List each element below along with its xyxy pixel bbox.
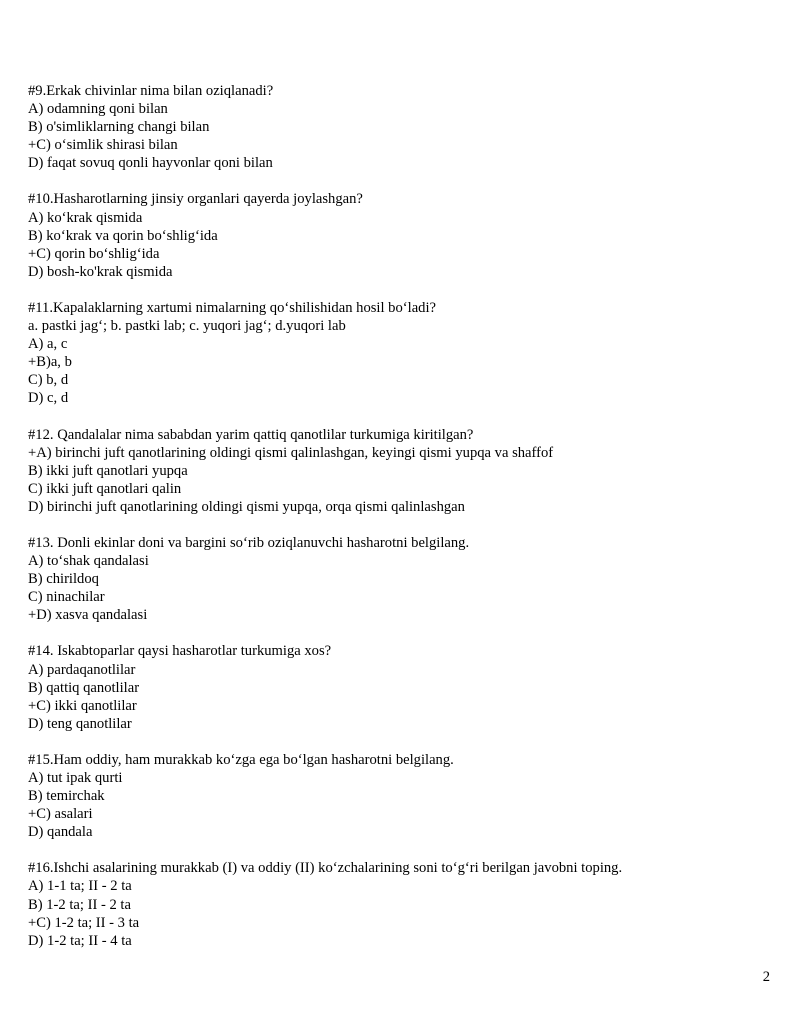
question-line: C) b, d [28, 372, 69, 389]
question-line: A) to‘shak qandalasi [28, 553, 149, 570]
question-line: D) birinchi juft qanotlarining oldingi qismi yupqa, orqa qismi qalinlashgan [28, 498, 465, 515]
question-line: D) c, d [28, 390, 69, 407]
question-line: B) 1-2 ta; II - 2 ta [28, 896, 131, 913]
question-line: D) faqat sovuq qonli hayvonlar qoni bilan [28, 155, 273, 172]
question-line: B) ko‘krak va qorin bo‘shlig‘ida [28, 227, 218, 244]
question-line: B) o'simliklarning changi bilan [28, 119, 210, 136]
question-text: #11.Kapalaklarning xartumi nimalarning qo‘shilishidan hosil bo‘ladi? [28, 299, 436, 316]
document-body [28, 82, 778, 968]
question-line: A) 1-1 ta; II - 2 ta [28, 878, 132, 895]
question-line: +D) xasva qandalasi [28, 607, 148, 624]
question-line: C) ikki juft qanotlari qalin [28, 480, 182, 497]
question-line: B) qattiq qanotlilar [28, 679, 140, 696]
question-line: +A) birinchi juft qanotlarining oldingi qismi qalinlashgan, keyingi qismi yupqa va shaffof [28, 444, 554, 461]
question-line: +C) asalari [28, 806, 93, 823]
question-text: #14. Iskabtoparlar qaysi hasharotlar turkumiga xos? [28, 643, 332, 660]
question-line: C) ninachilar [28, 589, 105, 606]
question-line: D) qandala [28, 824, 93, 841]
question-line: D) teng qanotlilar [28, 715, 132, 732]
question-line: +C) qorin bo‘shlig‘ida [28, 245, 160, 262]
question-line: +B)a, b [28, 354, 72, 371]
question-text: #10.Hasharotlarning jinsiy organlari qayerda joylashgan? [28, 191, 363, 208]
question-text: #15.Ham oddiy, ham murakkab ko‘zga ega bo‘lgan hasharotni belgilang. [28, 751, 454, 768]
question-line: +C) o‘simlik shirasi bilan [28, 137, 178, 154]
question-text: #13. Donli ekinlar doni va bargini so‘rib oziqlanuvchi hasharotni belgilang. [28, 534, 470, 551]
question-text: #16.Ishchi asalarining murakkab (I) va oddiy (II) ko‘zchalarining soni to‘g‘ri berilgan javobni toping. [28, 860, 623, 877]
question-block [28, 426, 778, 516]
question-block [28, 190, 778, 280]
question-line: A) ko‘krak qismida [28, 209, 143, 226]
page-number: 2 [762, 969, 770, 985]
question-line: A) odamning qoni bilan [28, 101, 168, 118]
question-block [28, 642, 778, 732]
question-block [28, 82, 778, 172]
question-block [28, 751, 778, 841]
question-line: A) pardaqanotlilar [28, 661, 136, 678]
question-line: B) chirildoq [28, 571, 99, 588]
question-line: A) a, c [28, 336, 68, 353]
question-text: #12. Qandalalar nima sababdan yarim qattiq qanotlilar turkumiga kiritilgan? [28, 426, 474, 443]
question-text: #9.Erkak chivinlar nima bilan oziqlanadi? [28, 83, 274, 99]
question-block [28, 299, 778, 408]
question-line: A) tut ipak qurti [28, 770, 123, 786]
question-line: a. pastki jag‘; b. pastki lab; c. yuqori jag‘; d.yuqori lab [28, 318, 346, 335]
question-block [28, 534, 778, 624]
question-line: B) ikki juft qanotlari yupqa [28, 462, 188, 479]
question-line: +C) ikki qanotlilar [28, 697, 137, 714]
question-line: D) 1-2 ta; II - 4 ta [28, 932, 132, 949]
question-block [28, 859, 778, 949]
question-line: D) bosh-ko'krak qismida [28, 263, 173, 280]
question-line: B) temirchak [28, 788, 105, 805]
question-line: +C) 1-2 ta; II - 3 ta [28, 914, 140, 931]
